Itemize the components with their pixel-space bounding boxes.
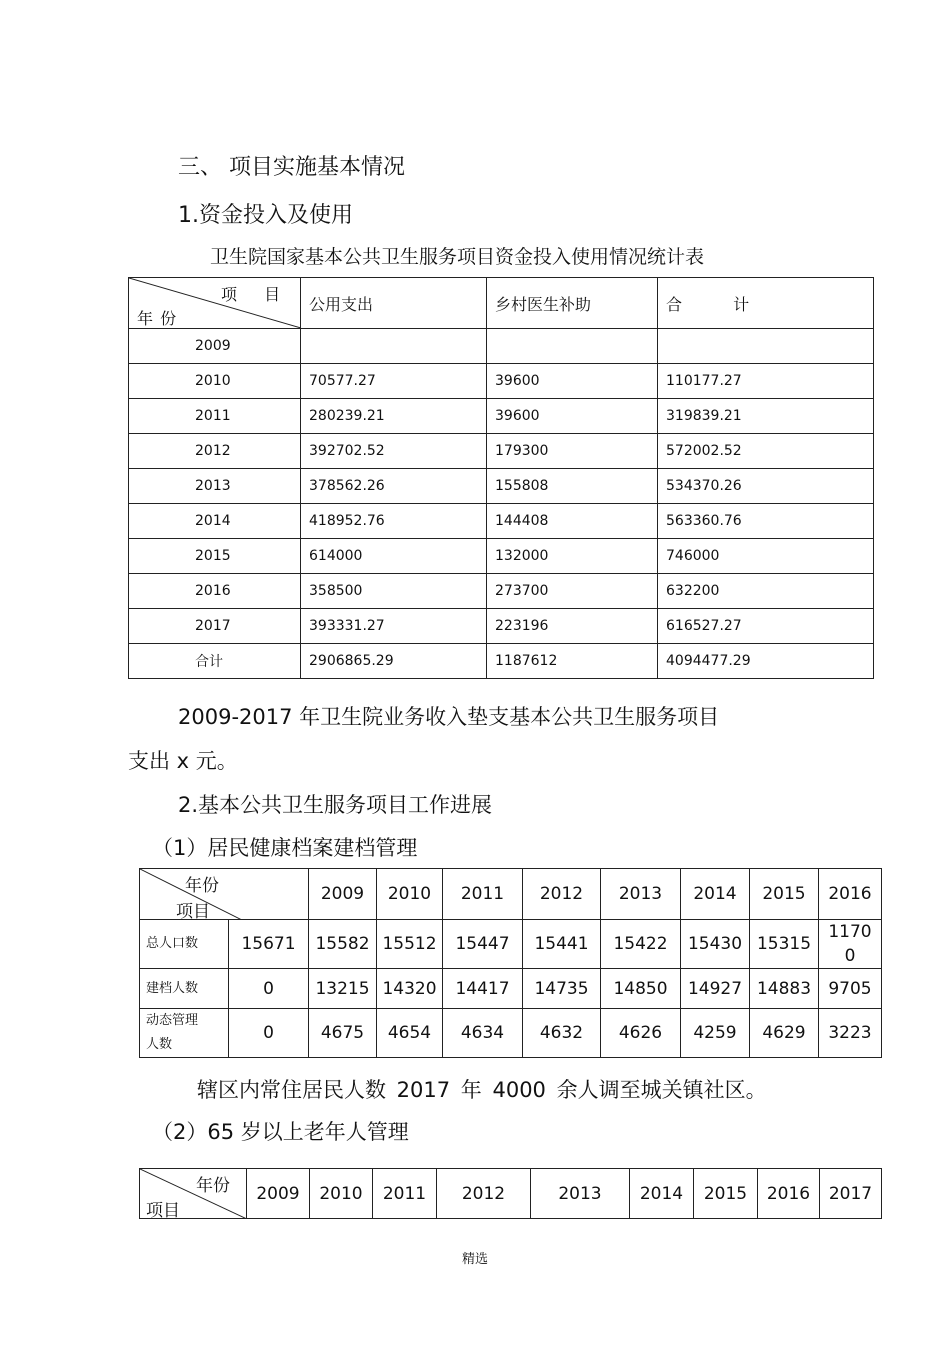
total-cell: 110177.27 [658, 364, 874, 399]
paragraph-line-1: 2009-2017 年卫生院业务收入垫支基本公共卫生服务项目 [178, 705, 720, 729]
year-cell: 2015 [129, 539, 301, 574]
table-row [129, 539, 874, 574]
year-cell: 2010 [129, 364, 301, 399]
table-header-row [129, 278, 874, 329]
total-cell: 616527.27 [658, 609, 874, 644]
value-cell: 4626 [601, 1009, 681, 1058]
value-cell: 15315 [750, 920, 819, 969]
public-cell: 358500 [301, 574, 487, 609]
table-row [129, 574, 874, 609]
total-cell: 632200 [658, 574, 874, 609]
year-cell: 2013 [129, 469, 301, 504]
public-cell: 393331.27 [301, 609, 487, 644]
value-cell: 4654 [377, 1009, 443, 1058]
total-cell: 534370.26 [658, 469, 874, 504]
subsidy-cell: 155808 [487, 469, 658, 504]
table-header-row [140, 869, 882, 920]
health-records-table [139, 868, 882, 1058]
column-header-subsidy: 乡村医生补助 [487, 278, 658, 329]
year-header: 2011 [443, 869, 523, 920]
year-header: 2014 [630, 1169, 694, 1219]
year-header: 2012 [437, 1169, 531, 1219]
value-cell: 15582 [309, 920, 377, 969]
year-cell: 2012 [129, 434, 301, 469]
paragraph-line-2: 支出 x 元。 [128, 749, 238, 773]
total-cell: 572002.52 [658, 434, 874, 469]
value-cell: 14417 [443, 969, 523, 1009]
public-cell: 70577.27 [301, 364, 487, 399]
table-row [129, 399, 874, 434]
year-header: 2012 [523, 869, 601, 920]
corner-label-item: 项目 [146, 1201, 180, 1221]
table-header-row [140, 1169, 882, 1219]
year-header: 2010 [377, 869, 443, 920]
subsidy-cell: 39600 [487, 399, 658, 434]
funding-table [128, 277, 874, 679]
year-cell: 2014 [129, 504, 301, 539]
value-cell: 9705 [819, 969, 882, 1009]
column-header-public: 公用支出 [301, 278, 487, 329]
year-header: 2015 [750, 869, 819, 920]
corner-label-item: 项 目 [221, 285, 281, 304]
corner-label-year: 年 份 [137, 309, 177, 328]
value-cell: 15671 [229, 920, 309, 969]
year-header: 2013 [601, 869, 681, 920]
value-cell: 15422 [601, 920, 681, 969]
value-cell: 4675 [309, 1009, 377, 1058]
value-cell: 14883 [750, 969, 819, 1009]
value-cell: 13215 [309, 969, 377, 1009]
year-cell: 2017 [129, 609, 301, 644]
value-cell: 15512 [377, 920, 443, 969]
subsidy-cell: 144408 [487, 504, 658, 539]
year-header: 2015 [694, 1169, 758, 1219]
subsidy-cell: 1187612 [487, 644, 658, 679]
value-cell: 3223 [819, 1009, 882, 1058]
subsidy-cell [487, 329, 658, 364]
subsection-heading-health-records: （1）居民健康档案建档管理 [152, 836, 418, 860]
value-cell: 14735 [523, 969, 601, 1009]
row-label: 建档人数 [140, 969, 229, 1009]
subsidy-cell: 273700 [487, 574, 658, 609]
year-header: 2010 [310, 1169, 373, 1219]
table-total-row [129, 644, 874, 679]
table-row [129, 434, 874, 469]
subsection-heading-elderly: （2）65 岁以上老年人管理 [152, 1120, 409, 1144]
value-cell: 0 [229, 1009, 309, 1058]
total-cell [658, 329, 874, 364]
public-cell: 280239.21 [301, 399, 487, 434]
table-row [129, 609, 874, 644]
public-cell: 392702.52 [301, 434, 487, 469]
year-cell: 2016 [129, 574, 301, 609]
total-label-cell: 合计 [129, 644, 301, 679]
value-cell: 0 [229, 969, 309, 1009]
page-footer: 精选 [461, 1252, 488, 1267]
public-cell: 378562.26 [301, 469, 487, 504]
diagonal-header-cell [140, 1169, 247, 1219]
year-cell: 2009 [129, 329, 301, 364]
value-cell: 11700 [819, 920, 882, 969]
corner-label-year: 年份 [196, 1176, 230, 1196]
subsidy-cell: 179300 [487, 434, 658, 469]
table-row [140, 920, 882, 969]
year-header: 2017 [820, 1169, 882, 1219]
year-cell: 2011 [129, 399, 301, 434]
table-row [129, 329, 874, 364]
table-row [129, 504, 874, 539]
year-header: 2016 [819, 869, 882, 920]
residents-note: 辖区内常住居民人数 2017 年 4000 余人调至城关镇社区。 [197, 1078, 767, 1102]
year-header: 2013 [531, 1169, 630, 1219]
section-heading: 三、 项目实施基本情况 [178, 155, 405, 180]
year-header: 2014 [681, 869, 750, 920]
table-row [129, 364, 874, 399]
public-cell: 418952.76 [301, 504, 487, 539]
table1-caption: 卫生院国家基本公共卫生服务项目资金投入使用情况统计表 [210, 246, 705, 268]
value-cell: 15441 [523, 920, 601, 969]
table-row [129, 469, 874, 504]
year-header: 2016 [758, 1169, 820, 1219]
value-cell: 4634 [443, 1009, 523, 1058]
subsection-heading-funding: 1.资金投入及使用 [178, 203, 353, 228]
year-header: 2009 [309, 869, 377, 920]
row-label: 总人口数 [140, 920, 229, 969]
value-cell: 14927 [681, 969, 750, 1009]
value-cell: 4629 [750, 1009, 819, 1058]
public-cell: 614000 [301, 539, 487, 574]
row-label: 动态管理人数 [140, 1009, 229, 1058]
column-header-total: 合 计 [658, 278, 874, 329]
diagonal-header-cell [140, 869, 309, 920]
public-cell [301, 329, 487, 364]
elderly-management-table [139, 1168, 882, 1219]
year-header: 2009 [247, 1169, 310, 1219]
subsidy-cell: 132000 [487, 539, 658, 574]
year-header: 2011 [373, 1169, 437, 1219]
corner-label-year: 年份 [185, 876, 219, 896]
table-row [140, 1009, 882, 1058]
total-cell: 319839.21 [658, 399, 874, 434]
public-cell: 2906865.29 [301, 644, 487, 679]
total-cell: 746000 [658, 539, 874, 574]
diagonal-header-cell [129, 278, 301, 329]
value-cell: 14320 [377, 969, 443, 1009]
total-cell: 563360.76 [658, 504, 874, 539]
subsection-heading-progress: 2.基本公共卫生服务项目工作进展 [178, 793, 493, 817]
total-cell: 4094477.29 [658, 644, 874, 679]
value-cell: 14850 [601, 969, 681, 1009]
subsidy-cell: 223196 [487, 609, 658, 644]
value-cell: 15430 [681, 920, 750, 969]
value-cell: 15447 [443, 920, 523, 969]
corner-label-item: 项目 [176, 902, 210, 922]
table-row [140, 969, 882, 1009]
value-cell: 4259 [681, 1009, 750, 1058]
value-cell: 4632 [523, 1009, 601, 1058]
subsidy-cell: 39600 [487, 364, 658, 399]
